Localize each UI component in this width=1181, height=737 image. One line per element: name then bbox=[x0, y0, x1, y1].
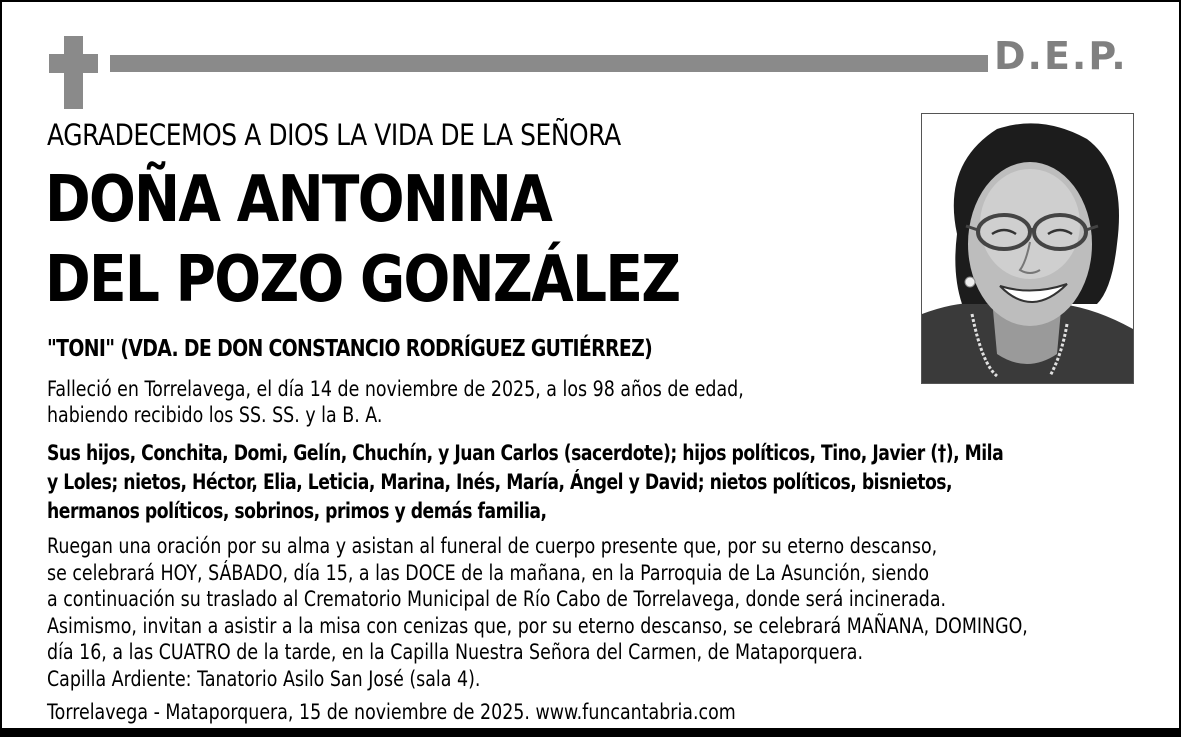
deceased-name-line-1: DOÑA ANTONINA bbox=[45, 163, 552, 237]
header-rule bbox=[110, 55, 988, 72]
family-line: Sus hijos, Conchita, Domi, Gelín, Chuchín, y Juan Carlos (sacerdote); hijos políticos, Tino, Javier (†), Mila bbox=[47, 441, 1004, 465]
funeral-line: a continuación su traslado al Crematorio Municipal de Río Cabo de Torrelavega, donde será incinerada. bbox=[47, 587, 947, 611]
funeral-line: Asimismo, invitan a asistir a la misa con cenizas que, por su eterno descanso, se celebrará MAÑANA, DOMINGO, bbox=[47, 613, 1028, 638]
family-line: y Loles; nietos, Héctor, Elia, Leticia, Marina, Inés, María, Ángel y David; nietos políticos, bisnietos, bbox=[47, 470, 953, 494]
family-line: hermanos políticos, sobrinos, primos y demás familia, bbox=[47, 499, 547, 523]
portrait-image bbox=[922, 114, 1133, 383]
death-details-line: habiendo recibido los SS. SS. y la B. A. bbox=[47, 403, 383, 427]
death-details-line: Falleció en Torrelavega, el día 14 de noviembre de 2025, a los 98 años de edad, bbox=[47, 377, 744, 401]
funeral-line: Capilla Ardiente: Tanatorio Asilo San José (sala 4). bbox=[47, 666, 481, 691]
alias-and-spouse: "TONI" (VDA. DE DON CONSTANCIO RODRÍGUEZ GUTIÉRREZ) bbox=[47, 336, 653, 362]
dep-label: D.E.P. bbox=[994, 34, 1128, 78]
intro-heading: AGRADECEMOS A DIOS LA VIDA DE LA SEÑORA bbox=[47, 118, 621, 152]
funeral-line: Ruegan una oración por su alma y asistan al funeral de cuerpo presente que, por su eterno descanso, bbox=[47, 534, 938, 558]
funeral-line: se celebrará HOY, SÁBADO, día 15, a las DOCE de la mañana, en la Parroquia de La Asunción, siendo bbox=[47, 560, 930, 585]
death-details bbox=[47, 376, 744, 428]
funeral-line: día 16, a las CUATRO de la tarde, en la Capilla Nuestra Señora del Carmen, de Mataporquera. bbox=[47, 640, 864, 664]
family-list bbox=[47, 439, 1003, 526]
portrait-photo bbox=[921, 113, 1134, 384]
funeral-details bbox=[47, 533, 1028, 692]
cross-icon-arm bbox=[49, 54, 98, 73]
footer-place-date-website: Torrelavega - Mataporquera, 15 de noviembre de 2025. www.funcantabria.com bbox=[47, 700, 736, 724]
deceased-name-line-2: DEL POZO GONZÁLEZ bbox=[45, 243, 680, 317]
